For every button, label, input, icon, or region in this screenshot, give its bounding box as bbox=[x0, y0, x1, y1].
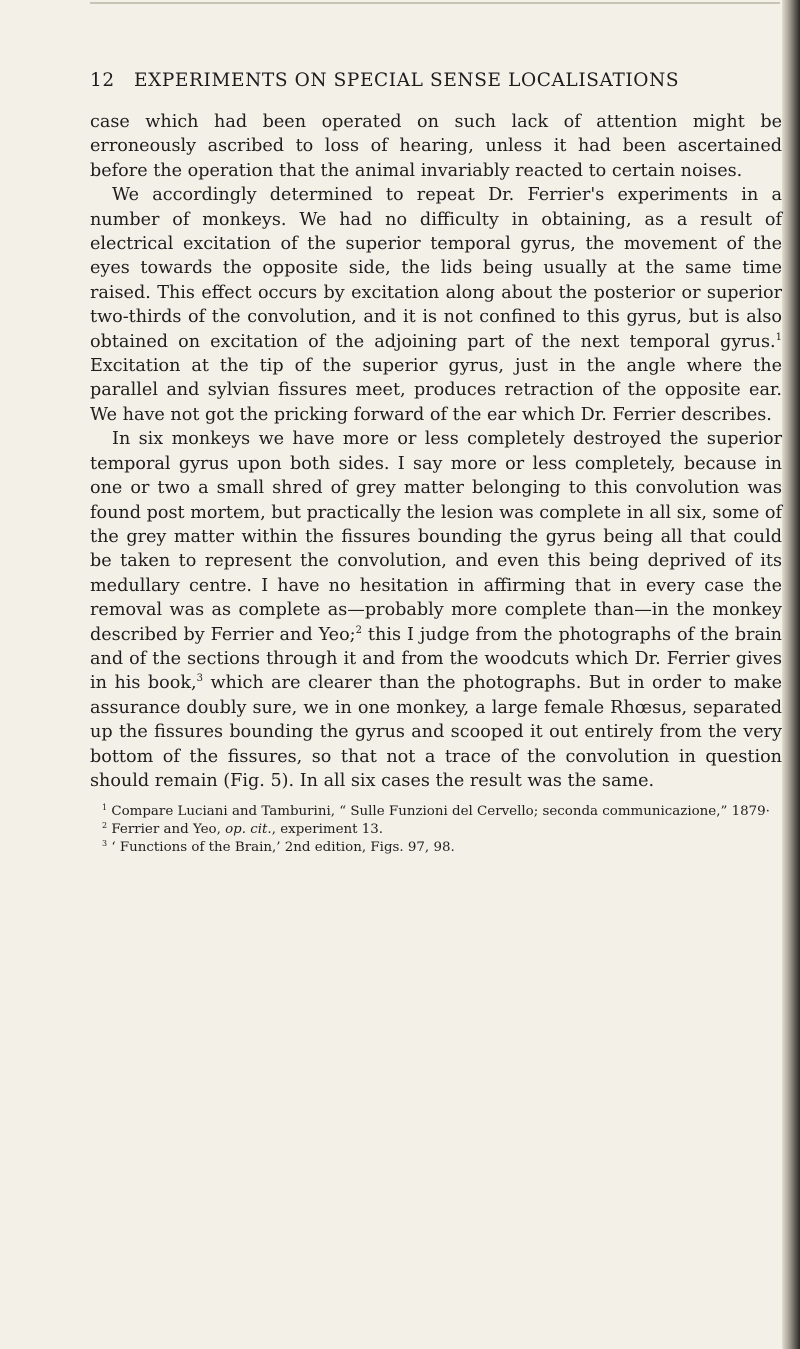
page-edge-shadow bbox=[782, 0, 800, 1349]
footnote-1-mark: 1 bbox=[102, 803, 108, 813]
paragraph-3 bbox=[90, 427, 782, 793]
footnote-ref-1: 1 bbox=[775, 331, 782, 343]
body-text bbox=[90, 110, 782, 793]
footnote-2 bbox=[90, 821, 782, 839]
footnote-3-text: ‘ Functions of the Brain,’ 2nd edition, Figs. 97, 98. bbox=[111, 839, 455, 855]
footnote-ref-2: 2 bbox=[355, 624, 362, 636]
footnotes bbox=[90, 803, 782, 856]
paragraph-2 bbox=[90, 183, 782, 427]
running-head bbox=[90, 70, 782, 110]
paragraph-3-part-b: this I judge from the photographs of the brain and of the sections through it and from the woodcuts which Dr. Ferrier gives in his book, bbox=[90, 624, 782, 694]
paragraph-3-part-a: In six monkeys we have more or less completely destroyed the superior temporal gyrus upon both sides. I say more or less completely, because in one or two a small shred of grey matter belonging to this convolution was found post mortem, but practically the lesion was complete in all six, some of the grey matter within the fissures bounding the gyrus being all that could be taken to represent the convolution, and even this being deprived of its medullary centre. I have no hesitation in affirming that in every case the removal was as complete as—probably more complete than—in the monkey described by Ferrier and Yeo; bbox=[90, 429, 782, 645]
footnote-1 bbox=[90, 803, 782, 821]
book-page bbox=[90, 70, 782, 856]
paragraph-1: case which had been operated on such lack of attention might be erroneously ascribed to loss of hearing, unless it had been ascertained before the operation that the animal invariably reacted to certain noises. bbox=[90, 112, 782, 181]
footnote-2-text-a: Ferrier and Yeo, bbox=[111, 821, 226, 837]
running-title: EXPERIMENTS ON SPECIAL SENSE LOCALISATIONS bbox=[134, 70, 680, 91]
footnote-1-text: Compare Luciani and Tamburini, “ Sulle Funzioni del Cervello; seconda communicazione,” 1879· bbox=[111, 804, 770, 820]
footnote-2-mark: 2 bbox=[102, 820, 108, 830]
top-rule bbox=[90, 2, 780, 4]
paragraph-3-part-c: which are clearer than the photographs. But in order to make assurance doubly sure, we in one monkey, a large female Rhœsus, separated up the fissures bounding the gyrus and scooped it out entirely from the very bottom of the fissures, so that not a trace of the convolution in question should remain (Fig. 5). In all six cases the result was the same. bbox=[90, 673, 782, 791]
paragraph-2-part-b: Excitation at the tip of the superior gyrus, just in the angle where the parallel and sylvian fissures meet, produces retraction of the opposite ear. We have not got the pricking forward of the ear which Dr. Ferrier describes. bbox=[90, 356, 782, 425]
page-number: 12 bbox=[90, 70, 115, 91]
footnote-2-text-b: , experiment 13. bbox=[271, 821, 384, 837]
footnote-3 bbox=[90, 839, 782, 857]
footnote-3-mark: 3 bbox=[102, 838, 108, 848]
paragraph-2-part-a: We accordingly determined to repeat Dr. Ferrier's experiments in a number of monkeys. We had no difficulty in obtaining, as a result of electrical excitation of the superior temporal gyrus, the movement of the eyes towards the opposite side, the lids being usually at the same time raised. This effect occurs by excitation along about the posterior or superior two-thirds of the convolution, and it is not confined to this gyrus, but is also obtained on excitation of the adjoining part of the next temporal gyrus. bbox=[90, 185, 782, 352]
footnote-ref-3: 3 bbox=[196, 673, 203, 685]
footnote-2-text-italic: op. cit. bbox=[225, 821, 272, 837]
